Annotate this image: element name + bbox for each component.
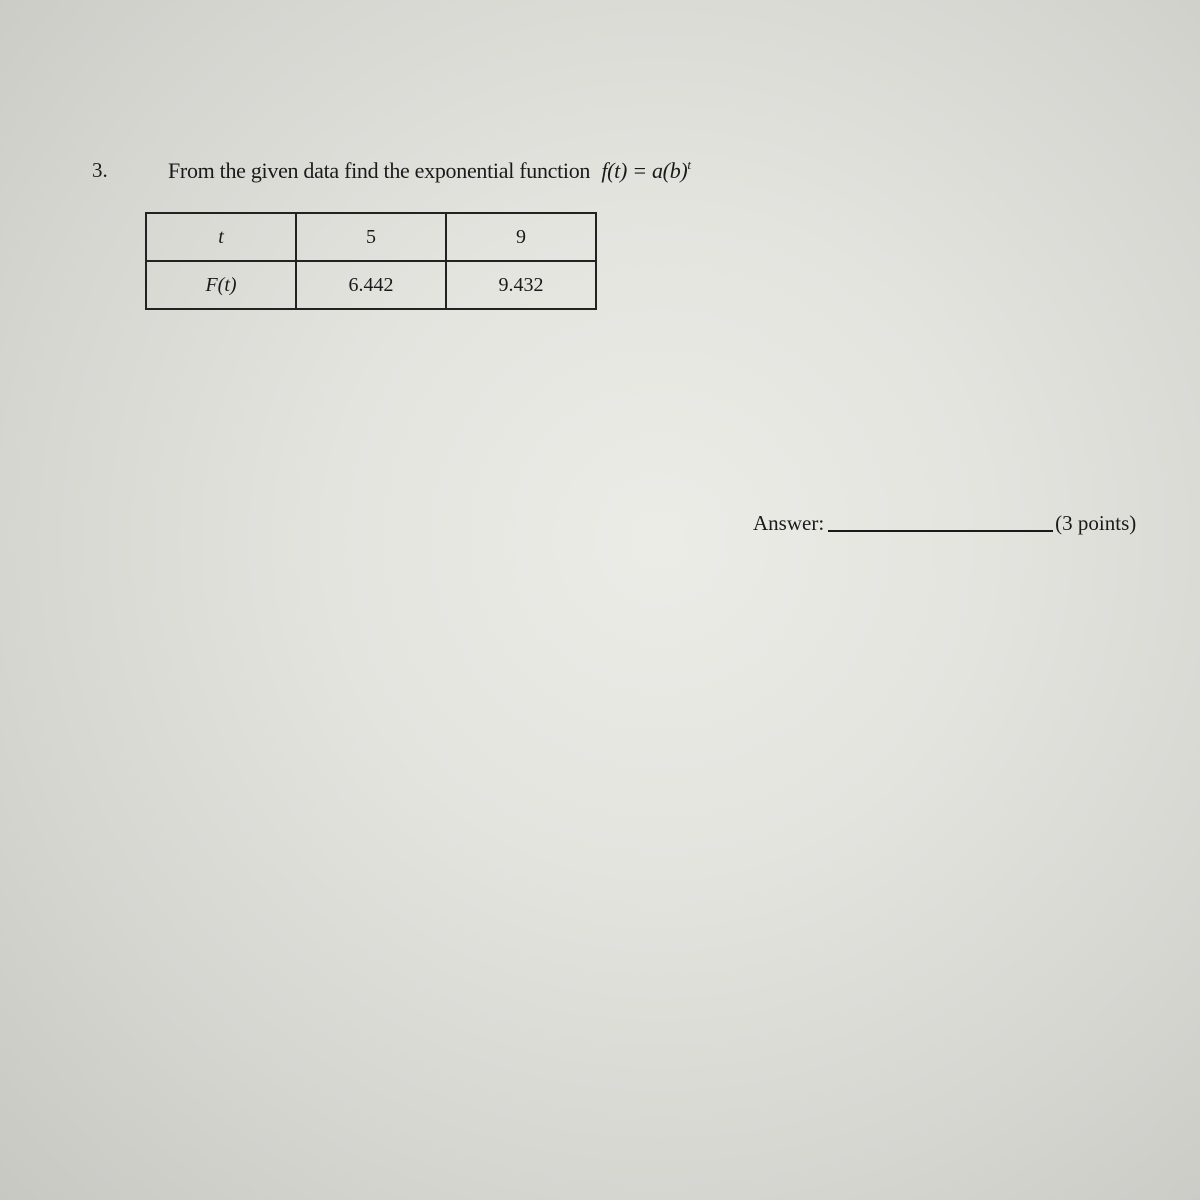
table-cell: 9	[446, 213, 596, 261]
formula-main: f(t) = a(b)	[601, 158, 688, 183]
table-row	[146, 261, 596, 309]
table-cell: t	[146, 213, 296, 261]
question-prompt	[168, 157, 691, 184]
points-label: (3 points)	[1055, 511, 1137, 535]
table-cell: F(t)	[146, 261, 296, 309]
answer-row	[753, 508, 1136, 536]
data-table	[145, 212, 597, 310]
formula-exponent: t	[687, 157, 691, 172]
answer-label: Answer:	[753, 511, 825, 535]
question-number: 3.	[92, 158, 108, 182]
question-text: From the given data find the exponential function	[168, 158, 591, 183]
table-row	[146, 213, 596, 261]
table-cell: 9.432	[446, 261, 596, 309]
table-cell: 5	[296, 213, 446, 261]
answer-blank-line[interactable]	[828, 508, 1053, 532]
exponential-formula	[601, 158, 690, 183]
table-cell: 6.442	[296, 261, 446, 309]
